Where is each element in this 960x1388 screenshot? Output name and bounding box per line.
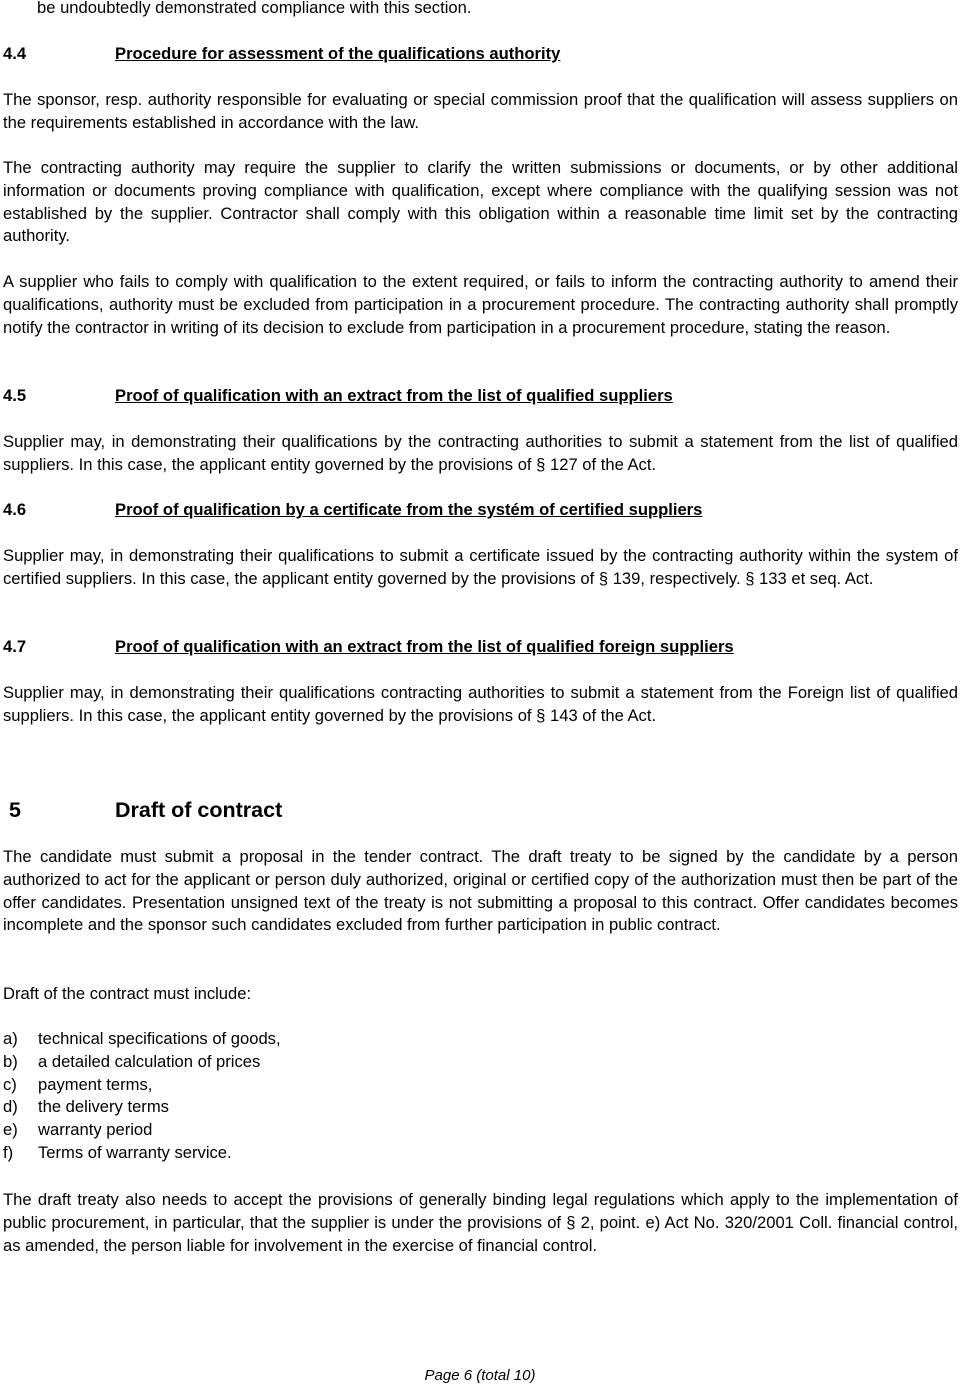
paragraph: A supplier who fails to comply with qualification to the extent required, or fails to inform the contracting authority to amend their qualifications, authority must be excluded from participation in a procurement procedure. The contracting authority shall promptly notify the contractor in writing of its decision to exclude from participation in a procurement procedure, stating the reason. [3,272,958,337]
paragraph: The draft treaty also needs to accept the provisions of generally binding legal regulations which apply to the implementation of public procurement, in particular, that the supplier is under the provisions of § 2, point. e) Act No. 320/2001 Coll. financial control, as amended, the person liable for involvement in the exercise of financial control. [3,1190,958,1255]
paragraph: Supplier may, in demonstrating their qualifications by the contracting authorities to submit a statement from the list of qualified suppliers. In this case, the applicant entity governed by the provisions of § 127 of the Act. [3,432,958,474]
list-item-text: the delivery terms [38,1097,169,1117]
section-4-7-heading [3,636,958,659]
list-item-text: a detailed calculation of prices [38,1051,261,1071]
list-item-text: payment terms, [38,1074,153,1094]
section-title: Proof of qualification by a certificate from the systém of certified suppliers [115,500,703,519]
list-item-label: e) [3,1120,18,1140]
list-item-label: b) [3,1051,18,1071]
list-item-label: a) [3,1029,18,1048]
section-number: 5 [9,798,21,822]
list-item-text: warranty period [38,1120,153,1140]
paragraph: The contracting authority may require the supplier to clarify the written submissions or documents, or by other additional information or documents proving compliance with qualification, except where compliance with the qualifying session was not established by the supplier. Contractor shall comply with this obligation within a reasonable time limit set by the contracting authority. [3,158,958,246]
list-item-label: c) [3,1074,17,1094]
list-item-label: d) [3,1097,18,1117]
list-item [3,1028,958,1051]
list-item [3,1074,958,1097]
section-title: Proof of qualification with an extract from the list of qualified foreign suppliers [115,637,734,656]
list-item [3,1096,958,1119]
list-item-text: Terms of warranty service. [38,1142,232,1162]
section-title: Draft of contract [115,798,283,822]
list-item-label: f) [3,1142,14,1162]
intro-tail-text: be undoubtedly demonstrated compliance with this section. [37,0,472,17]
paragraph: The sponsor, resp. authority responsible for evaluating or special commission proof that the qualification will assess suppliers on the requirements established in accordance with the law. [3,90,958,132]
paragraph: Supplier may, in demonstrating their qualifications to submit a certificate issued by the contracting authority within the system of certified suppliers. In this case, the applicant entity governed by the provisions of § 139, respectively. § 133 et seq. Act. [3,546,958,588]
contract-items-list [3,1028,958,1165]
section-4-6-heading [3,499,958,522]
list-intro: Draft of the contract must include: [3,984,252,1003]
list-item [3,1051,958,1074]
section-5-heading [3,797,958,823]
paragraph: Supplier may, in demonstrating their qualifications contracting authorities to submit a statement from the Foreign list of qualified suppliers. In this case, the applicant entity governed by the provisions of § 143 of the Act. [3,683,958,725]
section-title: Procedure for assessment of the qualifications authority [115,44,561,63]
page-footer: Page 6 (total 10) [424,1367,536,1384]
list-item-text: technical specifications of goods, [38,1029,281,1048]
section-4-4-heading [3,43,958,66]
section-number: 4.7 [3,637,27,656]
paragraph: The candidate must submit a proposal in the tender contract. The draft treaty to be signed by the candidate by a person authorized to act for the applicant or person duly authorized, original or certified copy of the authorization must then be part of the offer candidates. Presentation unsigned text of the treaty is not submitting a proposal to this contract. Offer candidates becomes incomplete and the sponsor such candidates excluded from further participation in public contract. [3,847,958,935]
list-item [3,1142,958,1165]
section-number: 4.4 [3,44,27,63]
list-item [3,1119,958,1142]
section-number: 4.6 [3,500,27,519]
section-4-5-heading [3,385,958,408]
section-title: Proof of qualification with an extract from the list of qualified suppliers [115,386,673,405]
section-number: 4.5 [3,386,27,405]
